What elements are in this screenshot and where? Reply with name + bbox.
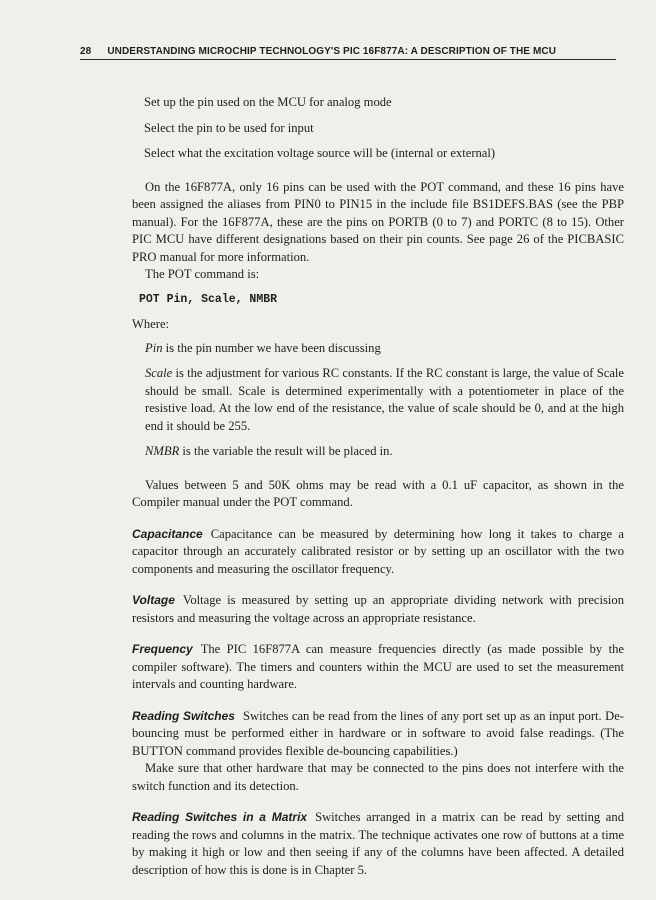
section-frequency (132, 641, 624, 694)
section-heading: Capacitance (132, 526, 203, 541)
definition-text: is the variable the result will be placed in. (179, 444, 393, 458)
section-reading-switches-matrix (132, 809, 624, 879)
section-text: Voltage is measured by setting up an appropriate dividing network with precision resistors and measuring the voltage across an appropriate resistance. (132, 593, 624, 625)
running-header (80, 46, 616, 60)
definition-term: Pin (145, 340, 163, 355)
section-heading: Reading Switches (132, 708, 235, 723)
section-text: The PIC 16F877A can measure frequencies directly (as made possible by the compiler software). The timers and counters within the MCU are used to set the measurement intervals and counting hardware. (132, 642, 624, 691)
section-reading-switches (132, 708, 624, 761)
page-number: 28 (80, 46, 92, 57)
list-item: Select the pin to be used for input (144, 120, 314, 135)
section-voltage (132, 592, 624, 627)
section-capacitance (132, 526, 624, 579)
page-body (132, 94, 624, 893)
definition-nmbr (145, 443, 624, 461)
section-text: Switches arranged in a matrix can be read by setting and reading the rows and columns in the matrix. The technique activates one row of buttons at a time by making it high or low and then seeing if any of the columns have been affected. A detailed description of how this is done is in Chapter 5. (132, 810, 624, 877)
definition-term: NMBR (145, 444, 180, 458)
list-item: Set up the pin used on the MCU for analog mode (144, 95, 392, 109)
chapter-title: UNDERSTANDING MICROCHIP TECHNOLOGY'S PIC 16F877A: A DESCRIPTION OF THE MCU (107, 46, 557, 57)
section-heading: Frequency (132, 642, 193, 656)
list-item: Select what the excitation voltage source will be (internal or external) (144, 146, 496, 160)
definition-term: Scale (145, 366, 173, 380)
where-label: Where: (132, 317, 170, 331)
paragraph-pins: On the 16F877A, only 16 pins can be used with the POT command, and these 16 pins have been assigned the aliases from PIN0 to PIN15 in the include file BS1DEFS.BAS (see the PBP manual). For the 16F877A, these are the pins on PORTB (0 to 7) and PORTC (8 to 15). Other PIC MCU have different designations based on their pin counts. See page 26 of the PICBASIC PRO manual for more information. (132, 179, 624, 264)
section-heading: Voltage (132, 593, 175, 607)
pot-syntax: POT Pin, Scale, NMBR (139, 292, 278, 306)
section-text: Capacitance can be measured by determining how long it takes to charge a capacitor through an accurately calibrated resistor or by setting up an oscillator with the two components and measuring the oscillator frequency. (132, 526, 624, 576)
definition-text: is the adjustment for various RC constants. If the RC constant is large, the value of Scale should be small. Scale is determined experimentally with a potentiometer in place of the resistive load. At the low end of the resistance, the value of scale should be 0, and at the high end it should be 255. (145, 366, 624, 433)
section-reading-switches-extra: Make sure that other hardware that may be connected to the pins does not interfere with the switch function and its detection. (132, 761, 624, 793)
paragraph-pot-intro: The POT command is: (145, 267, 260, 281)
definition-text: is the pin number we have been discussing (162, 340, 381, 355)
definition-pin (145, 340, 624, 358)
paragraph-values: Values between 5 and 50K ohms may be read with a 0.1 uF capacitor, as shown in the Compiler manual under the POT command. (132, 477, 624, 509)
section-text: Switches can be read from the lines of any port set up as an input port. De-bouncing must be performed either in hardware or in software to avoid false readings. (The BUTTON command provides flexible de-bouncing capabilities.) (132, 708, 624, 758)
section-heading: Reading Switches in a Matrix (132, 810, 308, 824)
definition-scale (145, 365, 624, 435)
